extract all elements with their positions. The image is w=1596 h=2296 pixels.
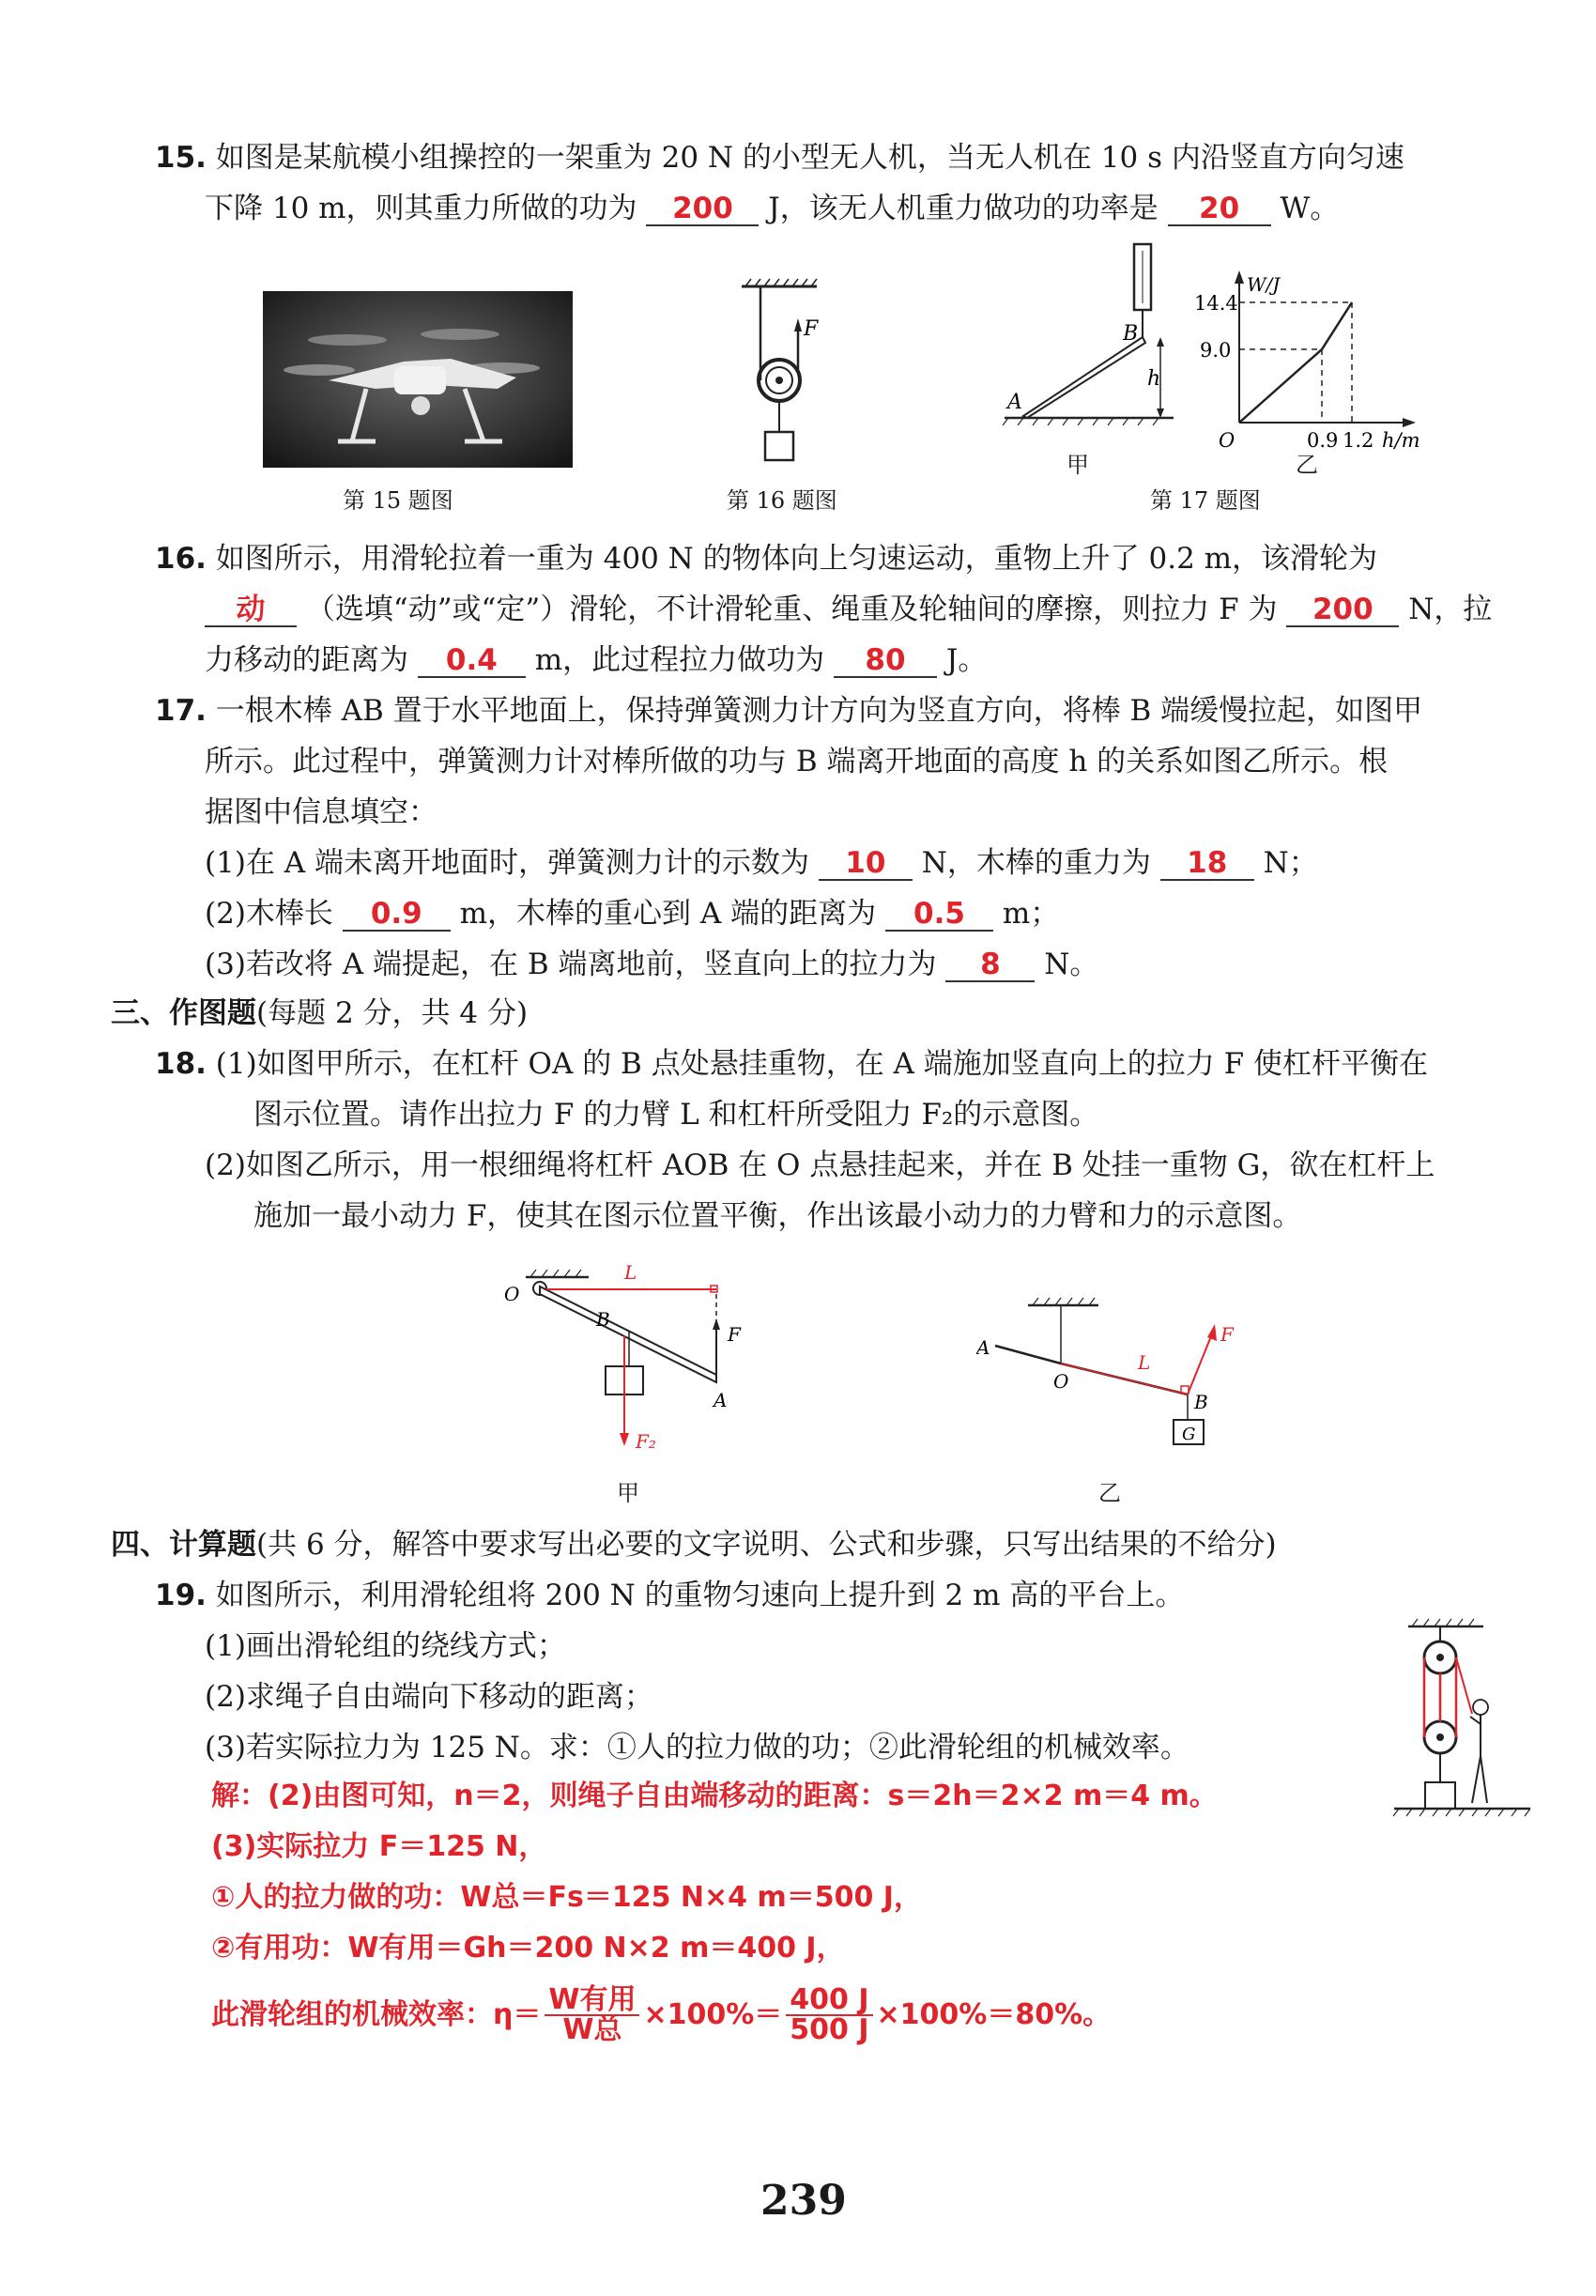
q15-number: 15. <box>155 141 207 175</box>
y-tick-9.0: 9.0 <box>1200 339 1232 362</box>
q18-text: (1)如图甲所示，在杠杆 OA 的 B 点处悬挂重物，在 A 端施加竖直向上的拉力 F 使杠杆平衡在 <box>215 1047 1429 1081</box>
section-3-heading <box>111 994 528 1032</box>
caption-yi-18: 乙 <box>1098 1480 1121 1506</box>
q19-part2: (2)求绳子自由端向下移动的距离； <box>205 1680 653 1714</box>
q18-part2-line1: (2)如图乙所示，用一根细绳将杠杆 AOB 在 O 点悬挂起来，并在 B 处挂一重物 G，欲在杠杆上 <box>205 1148 1435 1182</box>
y-axis-label: W/J <box>1247 273 1281 296</box>
lever-figure-yi <box>976 1287 1258 1465</box>
fraction-numerator: 400 J <box>786 1986 872 2016</box>
q17-text: (2)木棒长 <box>205 897 333 931</box>
q18-part1-line1 <box>155 1045 1428 1083</box>
q16-text: m，此过程拉力做功为 <box>534 643 825 677</box>
q15-answer-2[interactable]: 20 <box>1168 193 1271 226</box>
section-title: 四、计算题 <box>111 1528 256 1562</box>
q16-line2 <box>205 591 1492 628</box>
fraction-values <box>786 1983 872 2046</box>
q16-line3 <box>205 641 987 679</box>
q15-text: J，该无人机重力做功的功率是 <box>768 192 1159 225</box>
efficiency-result: ×100%＝80%。 <box>876 1998 1112 2031</box>
section-note: (每题 2 分，共 4 分) <box>256 996 529 1030</box>
q15-text: 如图是某航模小组操控的一架重为 20 N 的小型无人机，当无人机在 10 s 内沿竖直方向匀速 <box>215 141 1404 175</box>
q17-part3 <box>205 946 1098 983</box>
section-title: 三、作图题 <box>111 996 256 1030</box>
section-note: (共 6 分，解答中要求写出必要的文字说明、公式和步骤，只写出结果的不给分) <box>256 1528 1277 1562</box>
caption-fig15: 第 15 题图 <box>343 487 453 514</box>
label-F2: F₂ <box>636 1430 656 1453</box>
q17-answer-2[interactable]: 18 <box>1160 847 1254 881</box>
q19-text: 如图所示，利用滑轮组将 200 N 的重物匀速向上提升到 2 m 高的平台上。 <box>215 1579 1185 1612</box>
graph-line <box>1239 302 1352 423</box>
q17-line2: 所示。此过程中，弹簧测力计对棒所做的功与 B 端离开地面的高度 h 的关系如图乙所示。根 <box>205 745 1389 778</box>
fraction-denominator: 500 J <box>790 2013 869 2046</box>
fraction-numerator: W有用 <box>545 1986 639 2016</box>
q17-part2 <box>205 895 1059 932</box>
origin-label: O <box>1219 429 1235 452</box>
x-tick-1.2: 1.2 <box>1343 429 1374 452</box>
label-A: A <box>714 1389 728 1411</box>
q15-answer-1[interactable]: 200 <box>646 193 759 226</box>
q16-answer-3[interactable]: 0.4 <box>418 644 526 678</box>
caption-yi-17: 乙 <box>1296 452 1318 478</box>
x-tick-0.9: 0.9 <box>1307 429 1339 452</box>
q19-line1 <box>155 1577 1184 1614</box>
q17-text: m； <box>1002 897 1060 931</box>
q17-line1 <box>155 692 1422 730</box>
q19-solution-4: ②有用功：W有用＝Gh＝200 N×2 m＝400 J， <box>211 1932 845 1965</box>
label-F: F <box>804 317 819 341</box>
drone-photo <box>263 291 573 468</box>
q17-text: 一根木棒 AB 置于水平地面上，保持弹簧测力计方向为竖直方向，将棒 B 端缓慢拉起，如图甲 <box>215 694 1423 728</box>
q18-number: 18. <box>155 1047 207 1081</box>
q18-part2-line2: 施加一最小动力 F，使其在图示位置平衡，作出该最小动力的力臂和力的示意图。 <box>253 1199 1302 1233</box>
lever-figure-jia <box>493 1249 775 1465</box>
q17-text: m，木棒的重心到 A 端的距离为 <box>459 897 877 931</box>
q17-answer-5[interactable]: 8 <box>945 948 1035 982</box>
q17-part1 <box>205 844 1318 882</box>
pulley-system-figure-19 <box>1389 1615 1540 1826</box>
q17-text: N，木棒的重力为 <box>921 846 1151 880</box>
q19-solution-3: ①人的拉力做的功：W总＝Fs＝125 N×4 m＝500 J， <box>211 1881 922 1914</box>
q16-line1 <box>155 540 1377 578</box>
figure-17-graph <box>1192 263 1446 460</box>
q17-text: (3)若改将 A 端提起，在 B 端离地前，竖直向上的拉力为 <box>205 948 937 981</box>
q18-part1-line2: 图示位置。请作出拉力 F 的力臂 L 和杠杆所受阻力 F₂的示意图。 <box>253 1098 1099 1132</box>
q17-text: N； <box>1263 846 1318 880</box>
x-axis-label: h/m <box>1382 429 1420 452</box>
q19-number: 19. <box>155 1579 207 1612</box>
q17-answer-4[interactable]: 0.5 <box>885 898 993 932</box>
q17-text: (1)在 A 端未离开地面时，弹簧测力计的示数为 <box>205 846 810 880</box>
q15-text: 下降 10 m，则其重力所做的功为 <box>205 192 637 225</box>
q15-text: W。 <box>1280 192 1340 225</box>
pulley-figure-16 <box>732 277 845 479</box>
caption-jia-18: 甲 <box>617 1480 639 1506</box>
page-number: 239 <box>760 2177 847 2225</box>
q19-solution-2: (3)实际拉力 F＝125 N， <box>211 1830 547 1863</box>
q19-part1: (1)画出滑轮组的绕线方式； <box>205 1629 566 1663</box>
figure-17-jia <box>995 239 1174 437</box>
label-A: A <box>1007 391 1022 414</box>
caption-jia-17: 甲 <box>1067 452 1089 478</box>
q16-text: 力移动的距离为 <box>205 643 408 677</box>
label-L: L <box>624 1261 637 1284</box>
label-B: B <box>596 1308 610 1331</box>
caption-fig16: 第 16 题图 <box>727 487 837 514</box>
q15-line2 <box>205 190 1339 227</box>
q15-line1 <box>155 139 1404 177</box>
caption-fig17: 第 17 题图 <box>1150 487 1261 514</box>
fraction-denominator: W总 <box>562 2013 622 2046</box>
q16-number: 16. <box>155 542 207 576</box>
q16-answer-4[interactable]: 80 <box>834 644 937 678</box>
q17-answer-1[interactable]: 10 <box>819 847 913 881</box>
label-A: A <box>976 1336 990 1359</box>
q16-text: N，拉 <box>1408 593 1493 626</box>
fraction-w <box>545 1983 639 2046</box>
q17-line3: 据图中信息填空： <box>205 795 437 829</box>
section-4-heading <box>111 1526 1277 1564</box>
q17-text: N。 <box>1044 948 1099 981</box>
label-L: L <box>1138 1351 1151 1374</box>
q16-answer-2[interactable]: 200 <box>1286 593 1399 627</box>
y-tick-14.4: 14.4 <box>1194 292 1238 315</box>
label-B: B <box>1123 322 1139 346</box>
q17-answer-3[interactable]: 0.9 <box>343 898 451 932</box>
efficiency-text: 此滑轮组的机械效率：η＝ <box>211 1998 542 2031</box>
label-F: F <box>728 1323 741 1346</box>
q19-part3: (3)若实际拉力为 125 N。求：①人的拉力做的功；②此滑轮组的机械效率。 <box>205 1731 1189 1764</box>
q19-solution-1: 解：(2)由图可知，n＝2，则绳子自由端移动的距离：s＝2h＝2×2 m＝4 m。 <box>211 1780 1218 1812</box>
q19-solution-5 <box>211 1981 1111 2049</box>
q16-answer-1[interactable]: 动 <box>205 593 297 627</box>
label-O: O <box>1053 1370 1069 1393</box>
efficiency-text: ×100%＝ <box>643 1998 783 2031</box>
q16-text: 如图所示，用滑轮拉着一重为 400 N 的物体向上匀速运动，重物上升了 0.2 m，该滑轮为 <box>215 542 1378 576</box>
q17-number: 17. <box>155 694 207 728</box>
label-F: F <box>1220 1323 1234 1346</box>
q16-text: J。 <box>945 643 988 677</box>
label-B: B <box>1194 1391 1208 1413</box>
q16-text: （选填“动”或“定”）滑轮，不计滑轮重、绳重及轮轴间的摩擦，则拉力 F 为 <box>305 593 1278 626</box>
label-G: G <box>1182 1425 1196 1444</box>
label-h: h <box>1147 367 1161 391</box>
label-O: O <box>504 1283 520 1305</box>
